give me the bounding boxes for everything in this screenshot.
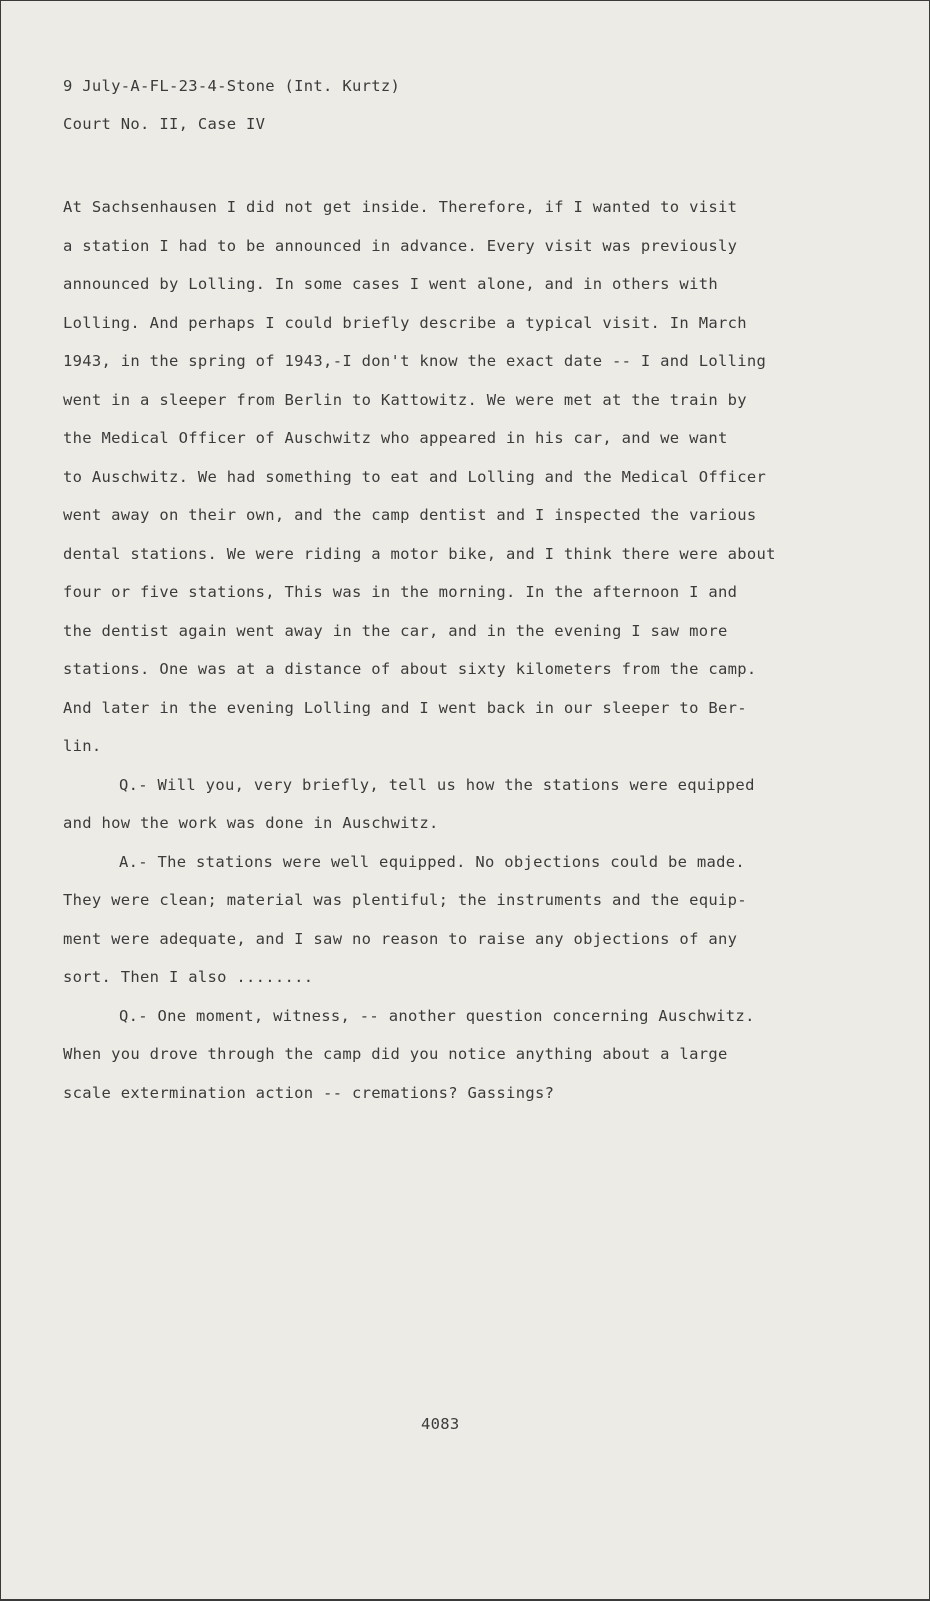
transcript-line: to Auschwitz. We had something to eat and Lolling and the Medical Officer	[63, 467, 767, 486]
transcript-line: lin.	[63, 737, 102, 755]
transcript-line: four or five stations, This was in the morning. In the afternoon I and	[63, 583, 738, 601]
transcript-line: dental stations. We were riding a motor bike, and I think there were about	[63, 544, 776, 563]
transcript-line: sort. Then I also ........	[63, 968, 314, 986]
document-header	[63, 67, 400, 143]
transcript-line: ment were adequate, and I saw no reason to raise any objections of any	[63, 929, 738, 948]
transcript-line: announced by Lolling. In some cases I went alone, and in others with	[63, 275, 718, 293]
transcript-line: Q.- Will you, very briefly, tell us how the stations were equipped	[119, 775, 755, 794]
page-number: 4083	[421, 1415, 460, 1433]
transcript-body	[63, 188, 853, 1112]
transcript-line: scale extermination action -- cremations? Gassings?	[63, 1083, 555, 1102]
transcript-line: At Sachsenhausen I did not get inside. Therefore, if I wanted to visit	[63, 198, 738, 216]
transcript-line: A.- The stations were well equipped. No objections could be made.	[119, 852, 746, 871]
transcript-line: stations. One was at a distance of about sixty kilometers from the camp.	[63, 660, 757, 678]
court-line: Court No. II, Case IV	[63, 115, 266, 133]
document-page	[1, 1, 929, 1599]
transcript-line: the dentist again went away in the car, and in the evening I saw more	[63, 621, 728, 640]
reference-line: 9 July-A-FL-23-4-Stone (Int. Kurtz)	[63, 77, 401, 95]
transcript-line: a station I had to be announced in advance. Every visit was previously	[63, 236, 738, 255]
transcript-line: the Medical Officer of Auschwitz who appeared in his car, and we want	[63, 429, 728, 447]
transcript-line: 1943, in the spring of 1943,-I don't know the exact date -- I and Lolling	[63, 352, 767, 370]
transcript-line: went in a sleeper from Berlin to Kattowitz. We were met at the train by	[63, 390, 747, 409]
transcript-line: Lolling. And perhaps I could briefly describe a typical visit. In March	[63, 313, 747, 332]
transcript-line: and how the work was done in Auschwitz.	[63, 814, 439, 832]
transcript-line: When you drove through the camp did you notice anything about a large	[63, 1045, 728, 1063]
transcript-line: And later in the evening Lolling and I went back in our sleeper to Ber-	[63, 698, 747, 717]
transcript-line: They were clean; material was plentiful; the instruments and the equip-	[63, 891, 747, 909]
transcript-line: Q.- One moment, witness, -- another question concerning Auschwitz.	[119, 1006, 755, 1025]
transcript-line: went away on their own, and the camp dentist and I inspected the various	[63, 506, 757, 524]
